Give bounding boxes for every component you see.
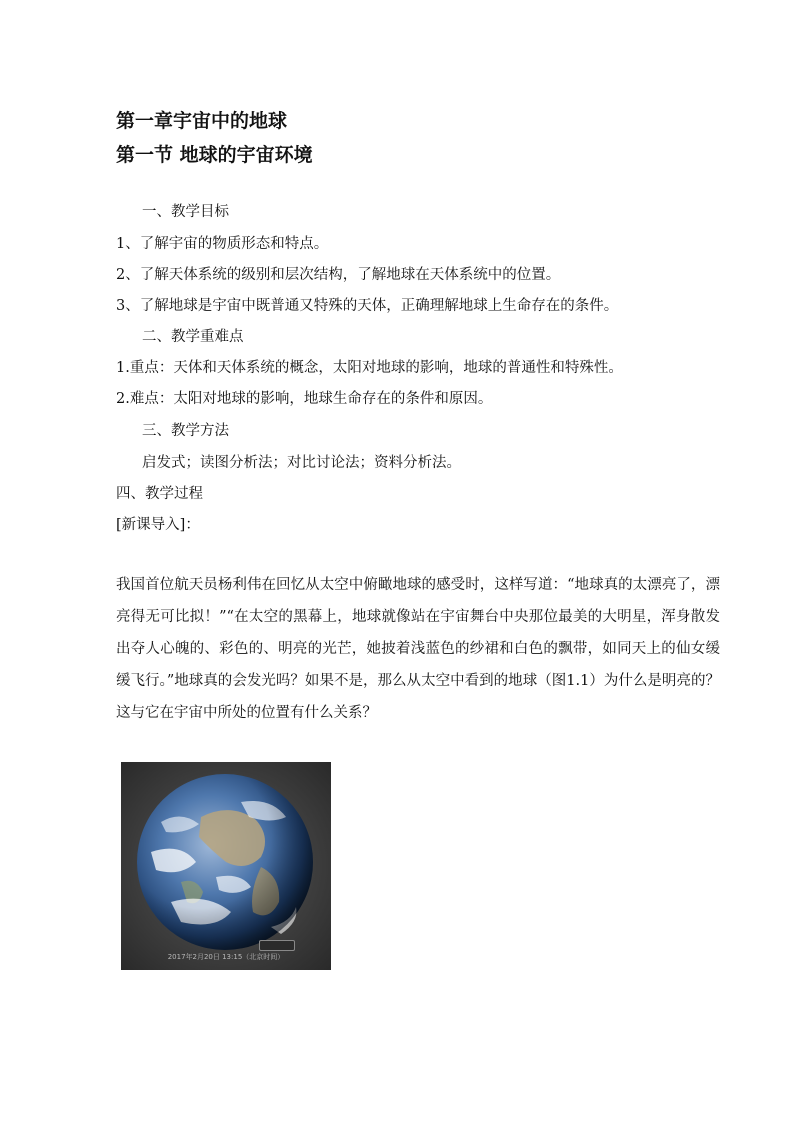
figure-label-box xyxy=(259,940,295,951)
chapter-title: 第一章宇宙中的地球 xyxy=(116,110,288,132)
difficulties-heading: 二、教学重难点 xyxy=(142,329,244,345)
process-heading: 四、教学过程 xyxy=(116,486,203,502)
methods-heading: 三、教学方法 xyxy=(142,423,229,439)
methods-text: 启发式；读图分析法；对比讨论法；资料分析法。 xyxy=(142,455,461,471)
intro-label: [新课导入]： xyxy=(116,517,200,533)
earth-image xyxy=(121,762,331,970)
objectives-heading: 一、教学目标 xyxy=(142,204,229,220)
objective-item: 3、了解地球是宇宙中既普通又特殊的天体，正确理解地球上生命存在的条件。 xyxy=(116,298,619,314)
difficulty-item: 1.重点：天体和天体系统的概念，太阳对地球的影响，地球的普通性和特殊性。 xyxy=(116,360,623,376)
objective-item: 1、了解宇宙的物质形态和特点。 xyxy=(116,236,329,252)
difficulty-item: 2.难点：太阳对地球的影响，地球生命存在的条件和原因。 xyxy=(116,391,493,407)
intro-paragraph: 我国首位航天员杨利伟在回忆从太空中俯瞰地球的感受时，这样写道：“地球真的太漂亮了，漂亮得无可比拟！”“在太空的黑幕上，地球就像站在宇宙舞台中央那位最美的大明星，浑身散发出夺人心魄的、彩色的、明亮的光芒，她披着浅蓝色的纱裙和白色的飘带，如同天上的仙女缓缓飞行。”地球真的会发光吗？如果不是，那么从太空中看到的地球（图1.1）为什么是明亮的？这与它在宇宙中所处的位置有什么关系？ xyxy=(116,577,720,721)
earth-figure xyxy=(121,762,331,970)
objective-item: 2、了解天体系统的级别和层次结构，了解地球在天体系统中的位置。 xyxy=(116,267,561,283)
figure-timestamp: 2017年2月20日 13:15（北京时间） xyxy=(167,953,285,961)
section-title: 第一节 地球的宇宙环境 xyxy=(116,144,313,166)
